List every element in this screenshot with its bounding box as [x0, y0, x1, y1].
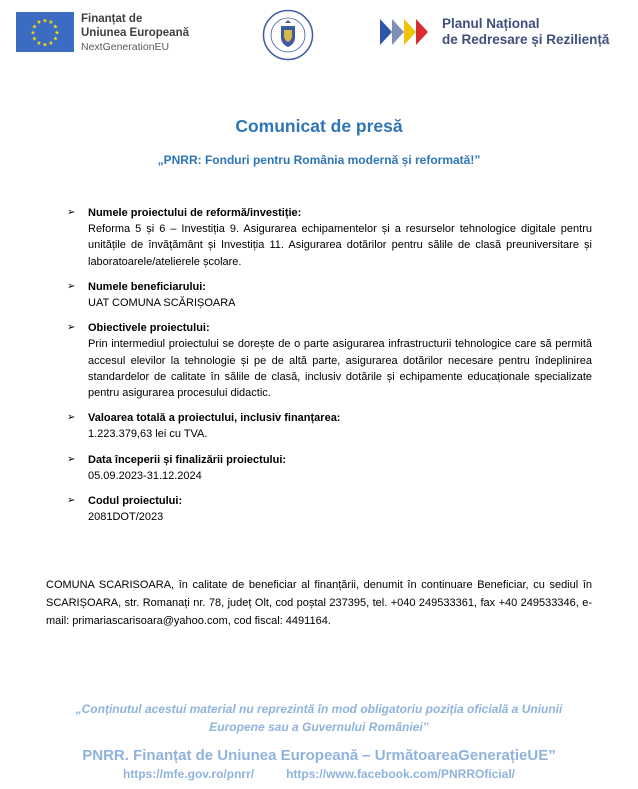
beneficiary-paragraph: COMUNA SCARISOARA, în calitate de beneficiar al finanțării, denumit în continuare Beneficiar, cu sediul în SCARIȘOARA, str. Romanați nr. 78, județ Olt, cod poștal 237395, tel. +040 249533361, fax +40 249533346, e-mail: primariascarisoara@yahoo.com, cod fiscal: 4491164. [46, 579, 592, 627]
svg-text:★: ★ [31, 35, 38, 43]
eu-line3: NextGenerationEU [81, 41, 170, 53]
project-details-list [67, 205, 592, 534]
arrow-bullet-icon: ➢ [67, 453, 76, 465]
page-subtitle: „PNRR: Fonduri pentru România modernă și reformată!” [157, 153, 481, 167]
mfe-link[interactable]: https://mfe.gov.ro/pnrr/ [122, 767, 255, 781]
footer-links [0, 767, 638, 781]
pnrr-line2: de Redresare și Reziliență [442, 32, 610, 47]
facebook-link[interactable]: https://www.facebook.com/PNRROficial/ [286, 767, 516, 781]
eu-logo-text [81, 12, 221, 54]
item-value: Prin intermediul proiectului se dorește de o parte asigurarea infrastructurii tehnologice care să permită accesul elevilor la tehnologie și pe de altă parte, asigurarea dotărilor necesare pentru îndeplinirea standardelor de calitate în sălile de clasă, inclusiv dotările și echipamente educaționale specializate pentru asigurarea procesului didactic. [88, 338, 592, 400]
svg-text:★: ★ [54, 29, 60, 37]
list-item-dates [67, 452, 592, 484]
arrow-bullet-icon: ➢ [67, 280, 76, 292]
eu-line2: Uniunea Europeană [81, 27, 189, 39]
arrow-bullet-icon: ➢ [67, 495, 76, 507]
pnrr-arrows-icon [378, 15, 438, 49]
svg-text:★: ★ [52, 23, 59, 31]
arrow-bullet-icon: ➢ [67, 322, 76, 334]
item-label: Obiectivele proiectului: [88, 322, 210, 335]
svg-text:★: ★ [52, 35, 59, 43]
eu-line1: Finanțat de [81, 13, 143, 25]
list-item-beneficiary [67, 279, 592, 311]
list-item-project-name [67, 205, 592, 270]
list-item-objectives [67, 320, 592, 401]
svg-text:★: ★ [31, 23, 38, 31]
item-value: 05.09.2023-31.12.2024 [88, 469, 202, 482]
pnrr-logo-text [442, 16, 638, 48]
item-value: 1.223.379,63 lei cu TVA. [88, 428, 208, 441]
svg-text:★: ★ [48, 19, 54, 26]
item-label: Numele proiectului de reformă/investiție: [88, 207, 302, 219]
disclaimer: „Conținutul acestui material nu reprezintă în mod obligatoriu poziția oficială a Uniunii Europene sau a Guvernului României” [75, 702, 563, 734]
pnrr-line1: Planul Național [442, 16, 540, 31]
svg-text:★: ★ [48, 40, 54, 47]
item-label: Data începerii și finalizării proiectului: [88, 453, 287, 466]
arrow-bullet-icon: ➢ [67, 412, 76, 424]
svg-text:★: ★ [42, 41, 48, 49]
eu-flag-icon [16, 12, 74, 52]
item-value: Reforma 5 și 6 – Investiția 9. Asigurarea echipamentelor și a resurselor tehnologice digitale pentru unitățile de învățământ și Investiția 11. Asigurarea dotărilor pentru sălile de clasă preuniversitare și laboratoarele/atelierele școlare. [88, 223, 592, 268]
svg-text:★: ★ [30, 29, 36, 37]
arrow-bullet-icon: ➢ [67, 207, 76, 218]
svg-text:★: ★ [42, 17, 48, 25]
list-item-project-code [67, 493, 592, 525]
pnrr-logo [378, 15, 610, 54]
list-item-total-value [67, 410, 592, 442]
svg-text:★: ★ [36, 19, 42, 26]
header [0, 0, 638, 70]
item-label: Codul proiectului: [88, 495, 183, 508]
item-value: UAT COMUNA SCĂRIȘOARA [88, 297, 236, 310]
item-value: 2081DOT/2023 [88, 511, 164, 524]
footer-title: PNRR. Finanțat de Uniunea Europeană – UrmătoareaGenerațieUE” [82, 747, 556, 764]
government-seal-icon [262, 9, 314, 66]
page-title: Comunicat de presă [235, 116, 403, 136]
item-label: Valoarea totală a proiectului, inclusiv finanțarea: [88, 412, 341, 425]
svg-text:★: ★ [36, 40, 42, 47]
item-label: Numele beneficiarului: [88, 280, 206, 293]
